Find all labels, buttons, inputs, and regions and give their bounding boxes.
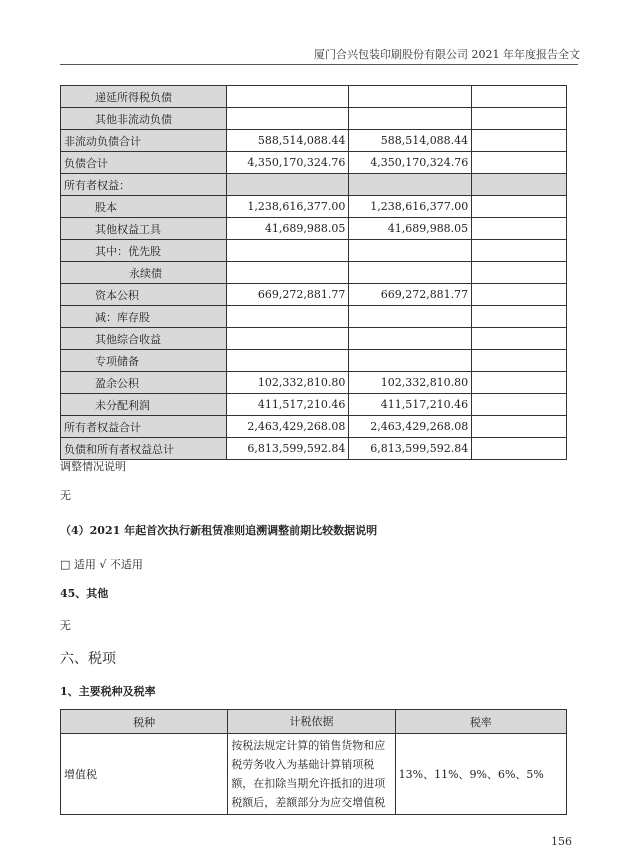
table-row xyxy=(61,284,567,306)
tax-header-type: 税种 xyxy=(61,710,228,734)
row-value-2: 1,238,616,377.00 xyxy=(349,196,472,218)
row-value-1 xyxy=(226,174,349,196)
table-row xyxy=(61,86,567,108)
row-value-3 xyxy=(472,218,567,240)
row-value-1: 102,332,810.80 xyxy=(226,372,349,394)
tax-table xyxy=(60,709,567,815)
row-label: 负债和所有者权益总计 xyxy=(61,438,227,460)
row-label: 负债合计 xyxy=(61,152,227,174)
table-row xyxy=(61,218,567,240)
section-4-heading: （4）2021 年起首次执行新租赁准则追溯调整前期比较数据说明 xyxy=(60,524,378,537)
row-value-1 xyxy=(226,306,349,328)
row-label: 未分配利润 xyxy=(61,394,227,416)
row-value-3 xyxy=(472,174,567,196)
row-label: 其中：优先股 xyxy=(61,240,227,262)
table-row xyxy=(61,416,567,438)
row-value-2: 102,332,810.80 xyxy=(349,372,472,394)
row-label: 盈余公积 xyxy=(61,372,227,394)
row-label: 资本公积 xyxy=(61,284,227,306)
tax-header-basis: 计税依据 xyxy=(228,710,395,734)
row-value-3 xyxy=(472,416,567,438)
row-value-3 xyxy=(472,394,567,416)
row-value-3 xyxy=(472,130,567,152)
row-value-3 xyxy=(472,328,567,350)
row-value-2 xyxy=(349,108,472,130)
row-value-1: 411,517,210.46 xyxy=(226,394,349,416)
row-value-1 xyxy=(226,328,349,350)
row-value-1: 1,238,616,377.00 xyxy=(226,196,349,218)
page-number: 156 xyxy=(551,835,572,848)
item-45-heading: 45、其他 xyxy=(60,587,109,600)
row-value-2 xyxy=(349,328,472,350)
row-value-2 xyxy=(349,350,472,372)
row-value-3 xyxy=(472,262,567,284)
row-label: 其他权益工具 xyxy=(61,218,227,240)
table-row xyxy=(61,240,567,262)
row-value-1 xyxy=(226,350,349,372)
table-row xyxy=(61,328,567,350)
none-text-1: 无 xyxy=(60,489,71,502)
row-value-3 xyxy=(472,196,567,218)
section-6-heading: 六、税项 xyxy=(60,651,116,667)
table-row xyxy=(61,262,567,284)
row-value-3 xyxy=(472,306,567,328)
row-value-3 xyxy=(472,372,567,394)
table-row xyxy=(61,394,567,416)
row-value-3 xyxy=(472,350,567,372)
table-row xyxy=(61,130,567,152)
row-value-3 xyxy=(472,152,567,174)
row-value-2: 411,517,210.46 xyxy=(349,394,472,416)
tax-basis: 按税法规定计算的销售货物和应税劳务收入为基础计算销项税额，在扣除当期允许抵扣的进项税额后，差额部分为应交增值税 xyxy=(228,734,395,815)
row-value-2: 588,514,088.44 xyxy=(349,130,472,152)
row-label: 永续债 xyxy=(61,262,227,284)
row-value-1 xyxy=(226,240,349,262)
tax-rate: 13%、11%、9%、6%、5% xyxy=(395,734,566,815)
row-value-2 xyxy=(349,306,472,328)
row-label: 其他非流动负债 xyxy=(61,108,227,130)
table-row xyxy=(61,734,567,815)
table-row xyxy=(61,108,567,130)
row-value-1: 41,689,988.05 xyxy=(226,218,349,240)
row-label: 股本 xyxy=(61,196,227,218)
row-value-1 xyxy=(226,108,349,130)
row-value-2: 41,689,988.05 xyxy=(349,218,472,240)
row-value-3 xyxy=(472,108,567,130)
row-value-2 xyxy=(349,86,472,108)
row-value-3 xyxy=(472,284,567,306)
table-row xyxy=(61,350,567,372)
balance-sheet-table xyxy=(60,85,567,460)
row-label: 所有者权益合计 xyxy=(61,416,227,438)
row-value-1 xyxy=(226,86,349,108)
row-label: 专项储备 xyxy=(61,350,227,372)
report-header: 厦门合兴包装印刷股份有限公司 2021 年年度报告全文 xyxy=(314,48,580,61)
row-value-1: 588,514,088.44 xyxy=(226,130,349,152)
row-value-2 xyxy=(349,262,472,284)
row-value-3 xyxy=(472,438,567,460)
table-row xyxy=(61,196,567,218)
row-label: 减：库存股 xyxy=(61,306,227,328)
row-value-3 xyxy=(472,240,567,262)
row-value-3 xyxy=(472,86,567,108)
applicability: □ 适用 √ 不适用 xyxy=(60,558,143,571)
table-row xyxy=(61,174,567,196)
table-row xyxy=(61,438,567,460)
none-text-2: 无 xyxy=(60,619,71,632)
row-value-2: 6,813,599,592.84 xyxy=(349,438,472,460)
row-value-1: 6,813,599,592.84 xyxy=(226,438,349,460)
header-rule xyxy=(60,64,578,65)
row-value-1: 4,350,170,324.76 xyxy=(226,152,349,174)
row-value-2: 4,350,170,324.76 xyxy=(349,152,472,174)
row-label: 所有者权益： xyxy=(61,174,227,196)
table-row xyxy=(61,306,567,328)
row-value-2: 2,463,429,268.08 xyxy=(349,416,472,438)
row-label: 递延所得税负债 xyxy=(61,86,227,108)
table-row xyxy=(61,152,567,174)
row-label: 其他综合收益 xyxy=(61,328,227,350)
tax-type: 增值税 xyxy=(61,734,228,815)
row-value-1: 2,463,429,268.08 xyxy=(226,416,349,438)
table-row xyxy=(61,372,567,394)
row-value-2 xyxy=(349,240,472,262)
row-value-2 xyxy=(349,174,472,196)
adjust-note: 调整情况说明 xyxy=(60,460,126,473)
row-value-2: 669,272,881.77 xyxy=(349,284,472,306)
row-value-1 xyxy=(226,262,349,284)
sub-1-heading: 1、主要税种及税率 xyxy=(60,685,156,698)
tax-header-rate: 税率 xyxy=(395,710,566,734)
row-label: 非流动负债合计 xyxy=(61,130,227,152)
row-value-1: 669,272,881.77 xyxy=(226,284,349,306)
